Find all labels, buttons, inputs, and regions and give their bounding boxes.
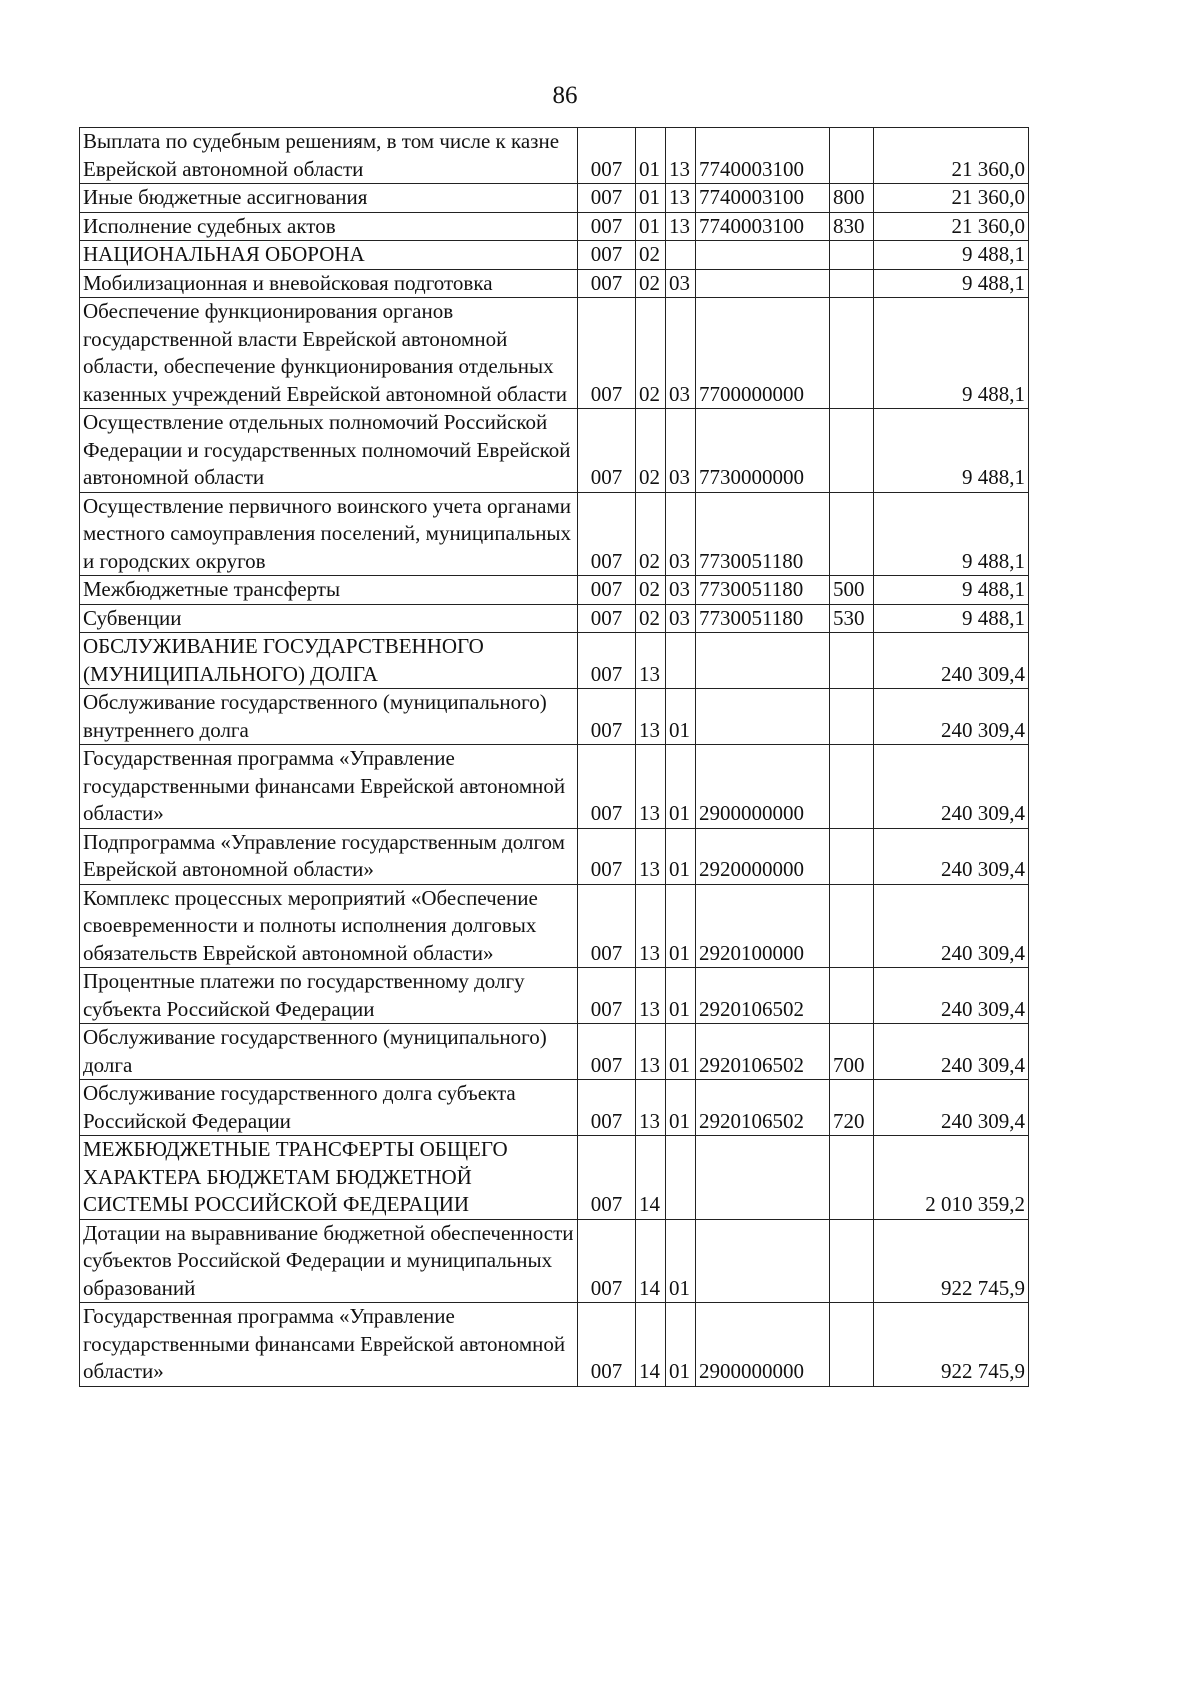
expense-type-code-cell [830, 968, 874, 1024]
table-row [80, 828, 1029, 884]
expense-type-code-cell: 720 [830, 1080, 874, 1136]
expense-type-code-cell [830, 269, 874, 298]
table-row [80, 689, 1029, 745]
item-name-cell: Обслуживание государственного (муниципального) внутреннего долга [80, 689, 578, 745]
subsection-code-cell: 01 [666, 1303, 696, 1387]
section-code-cell: 02 [636, 576, 666, 605]
table-row [80, 745, 1029, 829]
section-code-cell: 14 [636, 1136, 666, 1220]
amount-cell: 240 309,4 [874, 745, 1029, 829]
section-code-cell: 13 [636, 1024, 666, 1080]
expense-type-code-cell [830, 409, 874, 493]
amount-cell: 922 745,9 [874, 1219, 1029, 1303]
amount-cell: 9 488,1 [874, 269, 1029, 298]
table-row [80, 1080, 1029, 1136]
subsection-code-cell [666, 241, 696, 270]
target-article-code-cell: 7730051180 [696, 576, 830, 605]
subsection-code-cell: 03 [666, 298, 696, 409]
grbs-code-cell: 007 [578, 1080, 636, 1136]
section-code-cell: 01 [636, 128, 666, 184]
expense-type-code-cell [830, 1303, 874, 1387]
subsection-code-cell: 01 [666, 968, 696, 1024]
table-row [80, 1219, 1029, 1303]
amount-cell: 240 309,4 [874, 1080, 1029, 1136]
section-code-cell: 13 [636, 689, 666, 745]
amount-cell: 9 488,1 [874, 409, 1029, 493]
target-article-code-cell [696, 689, 830, 745]
target-article-code-cell: 2900000000 [696, 1303, 830, 1387]
grbs-code-cell: 007 [578, 269, 636, 298]
section-code-cell: 13 [636, 884, 666, 968]
item-name-cell: Осуществление отдельных полномочий Российской Федерации и государственных полномочий Еврейской автономной области [80, 409, 578, 493]
amount-cell: 240 309,4 [874, 633, 1029, 689]
table-row [80, 576, 1029, 605]
page-number: 86 [552, 82, 578, 109]
grbs-code-cell: 007 [578, 128, 636, 184]
section-code-cell: 13 [636, 745, 666, 829]
target-article-code-cell: 7730051180 [696, 492, 830, 576]
item-name-cell: Обслуживание государственного (муниципального) долга [80, 1024, 578, 1080]
table-row [80, 1136, 1029, 1220]
item-name-cell: Мобилизационная и вневойсковая подготовка [80, 269, 578, 298]
section-code-cell: 02 [636, 269, 666, 298]
subsection-code-cell: 03 [666, 409, 696, 493]
table-row [80, 1303, 1029, 1387]
amount-cell: 21 360,0 [874, 184, 1029, 213]
item-name-cell: Межбюджетные трансферты [80, 576, 578, 605]
grbs-code-cell: 007 [578, 409, 636, 493]
target-article-code-cell [696, 1136, 830, 1220]
subsection-code-cell: 13 [666, 184, 696, 213]
item-name-cell: Иные бюджетные ассигнования [80, 184, 578, 213]
item-name-cell: Выплата по судебным решениям, в том числе к казне Еврейской автономной области [80, 128, 578, 184]
item-name-cell: Субвенции [80, 604, 578, 633]
amount-cell: 21 360,0 [874, 212, 1029, 241]
expense-type-code-cell: 830 [830, 212, 874, 241]
grbs-code-cell: 007 [578, 212, 636, 241]
subsection-code-cell: 01 [666, 689, 696, 745]
expense-type-code-cell: 530 [830, 604, 874, 633]
expense-type-code-cell [830, 128, 874, 184]
section-code-cell: 02 [636, 492, 666, 576]
item-name-cell: Государственная программа «Управление государственными финансами Еврейской автономной области» [80, 745, 578, 829]
amount-cell: 240 309,4 [874, 968, 1029, 1024]
amount-cell: 240 309,4 [874, 689, 1029, 745]
target-article-code-cell: 2920106502 [696, 1024, 830, 1080]
item-name-cell: Подпрограмма «Управление государственным долгом Еврейской автономной области» [80, 828, 578, 884]
subsection-code-cell [666, 633, 696, 689]
item-name-cell: МЕЖБЮДЖЕТНЫЕ ТРАНСФЕРТЫ ОБЩЕГО ХАРАКТЕРА БЮДЖЕТАМ БЮДЖЕТНОЙ СИСТЕМЫ РОССИЙСКОЙ ФЕДЕРАЦИИ [80, 1136, 578, 1220]
table-row [80, 212, 1029, 241]
target-article-code-cell: 2920106502 [696, 968, 830, 1024]
grbs-code-cell: 007 [578, 968, 636, 1024]
expense-type-code-cell [830, 298, 874, 409]
subsection-code-cell: 01 [666, 828, 696, 884]
target-article-code-cell: 7740003100 [696, 128, 830, 184]
table-row [80, 633, 1029, 689]
expense-type-code-cell [830, 492, 874, 576]
subsection-code-cell: 13 [666, 212, 696, 241]
target-article-code-cell [696, 1219, 830, 1303]
section-code-cell: 13 [636, 1080, 666, 1136]
budget-table [79, 127, 1029, 1387]
subsection-code-cell: 03 [666, 492, 696, 576]
target-article-code-cell: 7730000000 [696, 409, 830, 493]
expense-type-code-cell: 800 [830, 184, 874, 213]
item-name-cell: Осуществление первичного воинского учета органами местного самоуправления поселений, муниципальных и городских округов [80, 492, 578, 576]
section-code-cell: 02 [636, 241, 666, 270]
expense-type-code-cell [830, 689, 874, 745]
amount-cell: 9 488,1 [874, 604, 1029, 633]
section-code-cell: 01 [636, 212, 666, 241]
grbs-code-cell: 007 [578, 184, 636, 213]
grbs-code-cell: 007 [578, 1136, 636, 1220]
item-name-cell: Государственная программа «Управление государственными финансами Еврейской автономной области» [80, 1303, 578, 1387]
subsection-code-cell: 01 [666, 1024, 696, 1080]
target-article-code-cell [696, 241, 830, 270]
grbs-code-cell: 007 [578, 604, 636, 633]
section-code-cell: 13 [636, 828, 666, 884]
target-article-code-cell: 7730051180 [696, 604, 830, 633]
subsection-code-cell: 01 [666, 1219, 696, 1303]
table-row [80, 409, 1029, 493]
amount-cell: 2 010 359,2 [874, 1136, 1029, 1220]
target-article-code-cell: 2920106502 [696, 1080, 830, 1136]
grbs-code-cell: 007 [578, 576, 636, 605]
item-name-cell: Комплекс процессных мероприятий «Обеспечение своевременности и полноты исполнения долговых обязательств Еврейской автономной области» [80, 884, 578, 968]
table-row [80, 884, 1029, 968]
grbs-code-cell: 007 [578, 745, 636, 829]
item-name-cell: НАЦИОНАЛЬНАЯ ОБОРОНА [80, 241, 578, 270]
table-row [80, 269, 1029, 298]
section-code-cell: 14 [636, 1303, 666, 1387]
subsection-code-cell: 03 [666, 604, 696, 633]
amount-cell: 9 488,1 [874, 241, 1029, 270]
table-row [80, 184, 1029, 213]
target-article-code-cell: 2920100000 [696, 884, 830, 968]
table-row [80, 241, 1029, 270]
expense-type-code-cell [830, 241, 874, 270]
section-code-cell: 02 [636, 604, 666, 633]
item-name-cell: Дотации на выравнивание бюджетной обеспеченности субъектов Российской Федерации и муниципальных образований [80, 1219, 578, 1303]
amount-cell: 9 488,1 [874, 298, 1029, 409]
section-code-cell: 13 [636, 968, 666, 1024]
amount-cell: 240 309,4 [874, 884, 1029, 968]
target-article-code-cell [696, 269, 830, 298]
item-name-cell: Процентные платежи по государственному долгу субъекта Российской Федерации [80, 968, 578, 1024]
target-article-code-cell: 7700000000 [696, 298, 830, 409]
grbs-code-cell: 007 [578, 1219, 636, 1303]
item-name-cell: Обеспечение функционирования органов государственной власти Еврейской автономной области, обеспечение функционирования отдельных казенных учреждений Еврейской автономной области [80, 298, 578, 409]
section-code-cell: 13 [636, 633, 666, 689]
subsection-code-cell: 01 [666, 745, 696, 829]
subsection-code-cell: 03 [666, 576, 696, 605]
table-row [80, 604, 1029, 633]
grbs-code-cell: 007 [578, 828, 636, 884]
grbs-code-cell: 007 [578, 689, 636, 745]
target-article-code-cell: 2900000000 [696, 745, 830, 829]
grbs-code-cell: 007 [578, 633, 636, 689]
item-name-cell: Исполнение судебных актов [80, 212, 578, 241]
grbs-code-cell: 007 [578, 298, 636, 409]
subsection-code-cell [666, 1136, 696, 1220]
table-row [80, 298, 1029, 409]
target-article-code-cell [696, 633, 830, 689]
expense-type-code-cell [830, 884, 874, 968]
expense-type-code-cell [830, 1136, 874, 1220]
amount-cell: 922 745,9 [874, 1303, 1029, 1387]
amount-cell: 240 309,4 [874, 1024, 1029, 1080]
grbs-code-cell: 007 [578, 492, 636, 576]
grbs-code-cell: 007 [578, 1303, 636, 1387]
amount-cell: 240 309,4 [874, 828, 1029, 884]
target-article-code-cell: 2920000000 [696, 828, 830, 884]
section-code-cell: 02 [636, 298, 666, 409]
item-name-cell: Обслуживание государственного долга субъекта Российской Федерации [80, 1080, 578, 1136]
subsection-code-cell: 01 [666, 884, 696, 968]
expense-type-code-cell [830, 745, 874, 829]
expense-type-code-cell: 500 [830, 576, 874, 605]
amount-cell: 9 488,1 [874, 492, 1029, 576]
amount-cell: 9 488,1 [874, 576, 1029, 605]
table-row [80, 128, 1029, 184]
grbs-code-cell: 007 [578, 241, 636, 270]
subsection-code-cell: 01 [666, 1080, 696, 1136]
subsection-code-cell: 03 [666, 269, 696, 298]
table-row [80, 492, 1029, 576]
subsection-code-cell: 13 [666, 128, 696, 184]
amount-cell: 21 360,0 [874, 128, 1029, 184]
expense-type-code-cell [830, 828, 874, 884]
grbs-code-cell: 007 [578, 884, 636, 968]
section-code-cell: 01 [636, 184, 666, 213]
section-code-cell: 02 [636, 409, 666, 493]
target-article-code-cell: 7740003100 [696, 184, 830, 213]
table-row [80, 1024, 1029, 1080]
table-row [80, 968, 1029, 1024]
expense-type-code-cell [830, 1219, 874, 1303]
grbs-code-cell: 007 [578, 1024, 636, 1080]
expense-type-code-cell: 700 [830, 1024, 874, 1080]
expense-type-code-cell [830, 633, 874, 689]
item-name-cell: ОБСЛУЖИВАНИЕ ГОСУДАРСТВЕННОГО (МУНИЦИПАЛЬНОГО) ДОЛГА [80, 633, 578, 689]
target-article-code-cell: 7740003100 [696, 212, 830, 241]
section-code-cell: 14 [636, 1219, 666, 1303]
